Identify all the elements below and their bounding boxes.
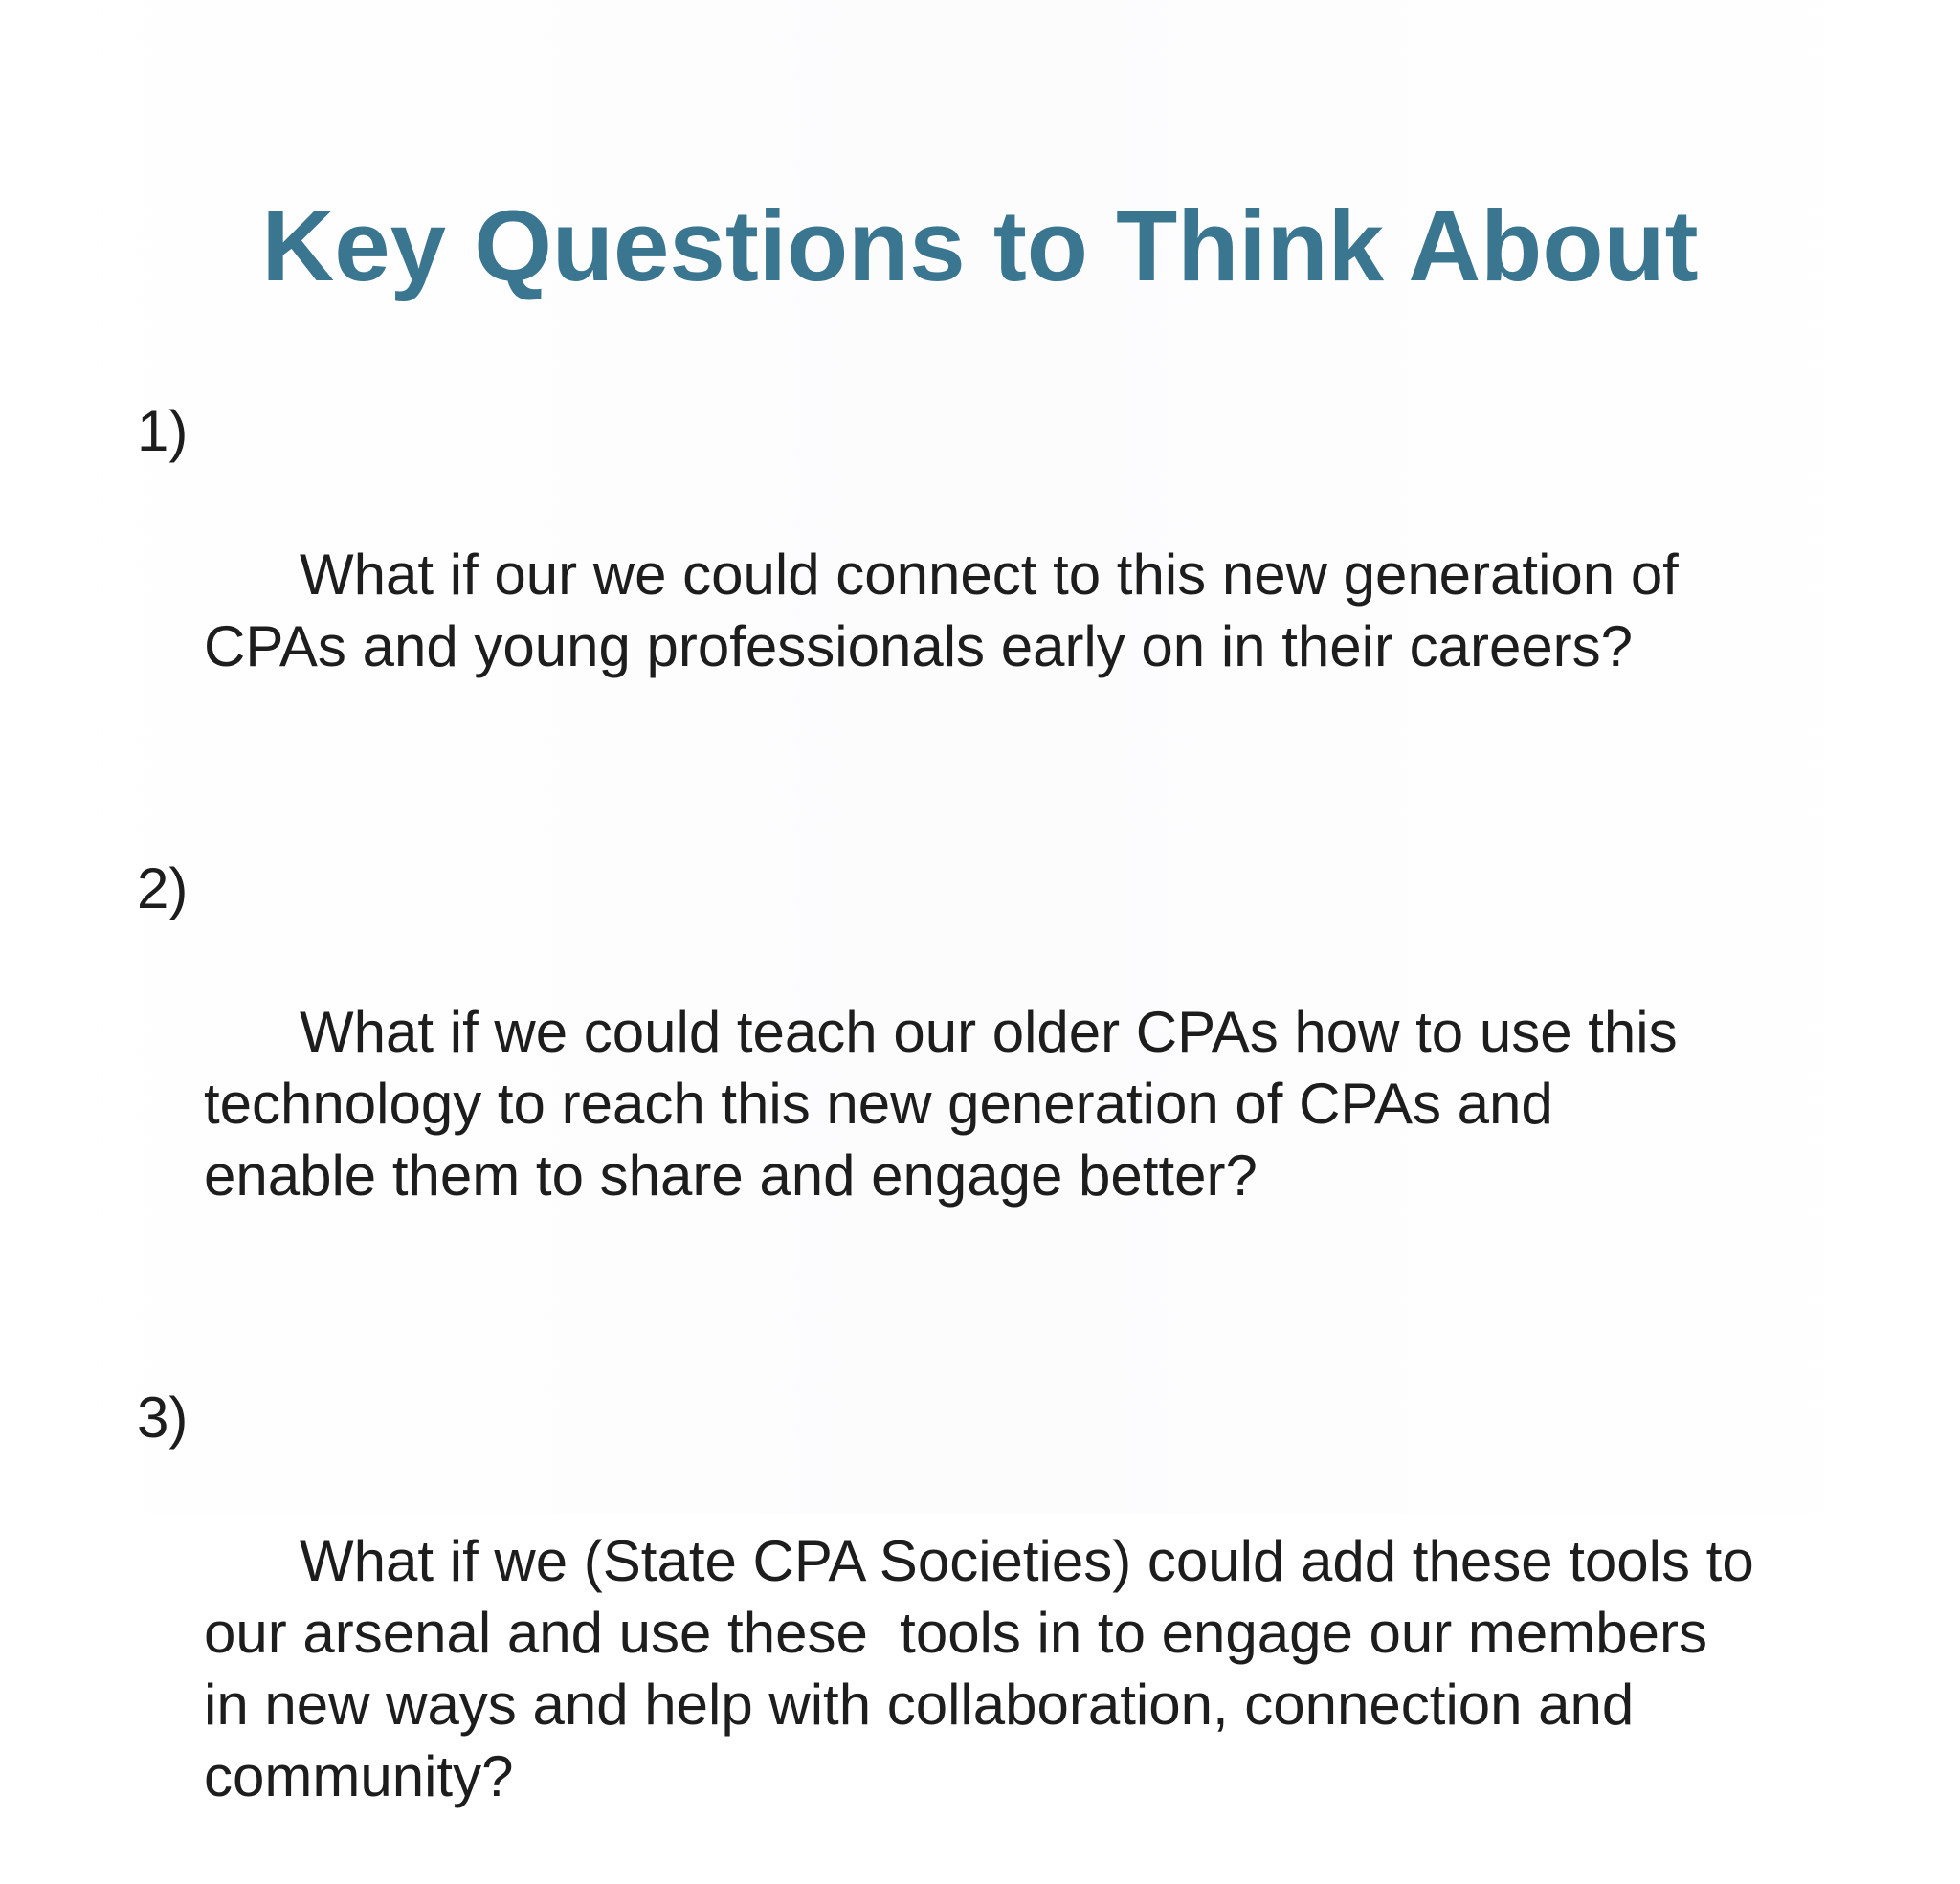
question-number: 2) xyxy=(137,856,189,920)
question-number: 1) xyxy=(137,399,189,463)
slide-title: Key Questions to Think About xyxy=(261,190,1699,302)
question-number: 3) xyxy=(137,1385,189,1450)
question-item-1 xyxy=(137,395,1840,754)
question-text: What if we could teach our older CPAs how to use this technology to reach this new generation of CPAs and enable them to share and engage better? xyxy=(204,1000,1678,1208)
question-item-3 xyxy=(137,1382,1840,1884)
question-item-2 xyxy=(137,853,1840,1283)
question-text: What if we (State CPA Societies) could add these tools to our arsenal and use these tools in to engage our members in new ways and help with collaboration, connection and community? xyxy=(204,1529,1754,1808)
question-list xyxy=(137,395,1840,1884)
question-text: What if our we could connect to this new generation of CPAs and young professionals early on in their careers? xyxy=(204,543,1679,678)
